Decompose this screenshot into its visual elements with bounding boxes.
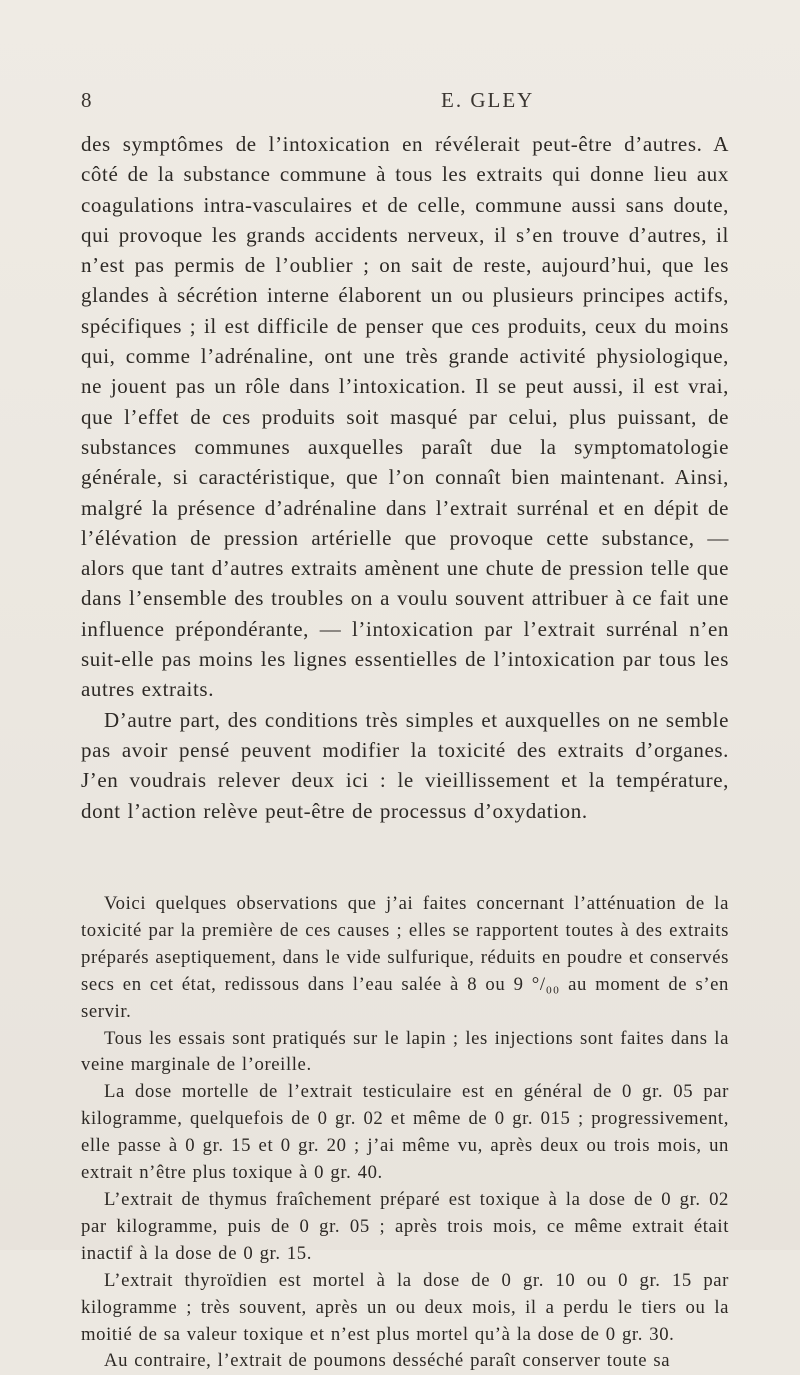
running-head-author: E. GLEY <box>441 88 535 112</box>
body-paragraph-observations: Voici quelques observations que j’ai faites concernant l’atténuation de la toxicité par la première de ces causes ; elles se rapportent toutes à des extraits préparés aseptiquement, dans le vide sulfurique, réduits en poudre et conservés secs en cet état, redissous dans l’eau salée à 8 ou 9 °/₀₀ au moment de s’en servir. <box>81 893 729 1022</box>
lower-text-block <box>81 891 729 1375</box>
body-paragraph-thymus-extract: L’extrait de thymus fraîchement préparé est toxique à la dose de 0 gr. 02 par kilogramme, puis de 0 gr. 05 ; après trois mois, ce même extrait était inactif à la dose de 0 gr. 15. <box>81 1188 729 1264</box>
upper-text-block <box>81 129 729 826</box>
page-number: 8 <box>81 88 93 112</box>
body-paragraph-testicular-extract: La dose mortelle de l’extrait testiculaire est en général de 0 gr. 05 par kilogramme, quelquefois de 0 gr. 02 et même de 0 gr. 015 ; progressivement, elle passe à 0 gr. 15 et 0 gr. 20 ; j’ai même vu, après deux ou trois mois, un extrait n’être plus toxique à 0 gr. 40. <box>81 1081 729 1184</box>
body-paragraph-lung-extract: Au contraire, l’extrait de poumons desséché paraît conserver toute sa <box>104 1350 671 1372</box>
body-paragraph-rabbit-tests: Tous les essais sont pratiqués sur le lapin ; les injections sont faites dans la veine marginale de l’oreille. <box>81 1027 729 1076</box>
running-head <box>81 88 730 118</box>
body-paragraph-thyroid-extract: L’extrait thyroïdien est mortel à la dose de 0 gr. 10 ou 0 gr. 15 par kilogramme ; très souvent, après un ou deux mois, il a perdu le tiers ou la moitié de sa valeur toxique et n’est plus mortel qu’à la dose de 0 gr. 30. <box>81 1269 729 1345</box>
body-paragraph-continuation: des symptômes de l’intoxication en révélerait peut-être d’autres. A côté de la substance commune à tous les extraits qui donne lieu aux coagulations intra-vasculaires et de celle, commune aussi sans doute, qui provoque les grands accidents nerveux, il s’en trouve d’autres, il n’est pas permis de l’oublier ; on sait de reste, aujourd’hui, que les glandes à sécrétion interne élaborent un ou plusieurs principes actifs, spécifiques ; il est difficile de penser que ces produits, ceux du moins qui, comme l’adrénaline, ont une très grande activité physiologique, ne jouent pas un rôle dans l’intoxication. Il se peut aussi, il est vrai, que l’effet de ces produits soit masqué par celui, plus puissant, de substances communes auxquelles paraît due la symptomatologie générale, si caractéristique, que l’on connaît bien maintenant. Ainsi, malgré la présence d’adrénaline dans l’extrait surrénal et en dépit de l’élévation de pression artérielle que provoque cette substance, — alors que tant d’autres extraits amènent une chute de pression telle que dans l’ensemble des troubles on a voulu souvent attribuer à ce fait une influence prépondérante, — l’intoxication par l’extrait surrénal n’en suit-elle pas moins les lignes essentielles de l’intoxication par tous les autres extraits. <box>81 132 729 702</box>
body-paragraph-aging-temperature: D’autre part, des conditions très simples et auxquelles on ne semble pas avoir pensé peuvent modifier la toxicité des extraits d’organes. J’en voudrais relever deux ici : le vieillissement et la température, dont l’action relève peut-être de processus d’oxydation. <box>81 707 729 823</box>
